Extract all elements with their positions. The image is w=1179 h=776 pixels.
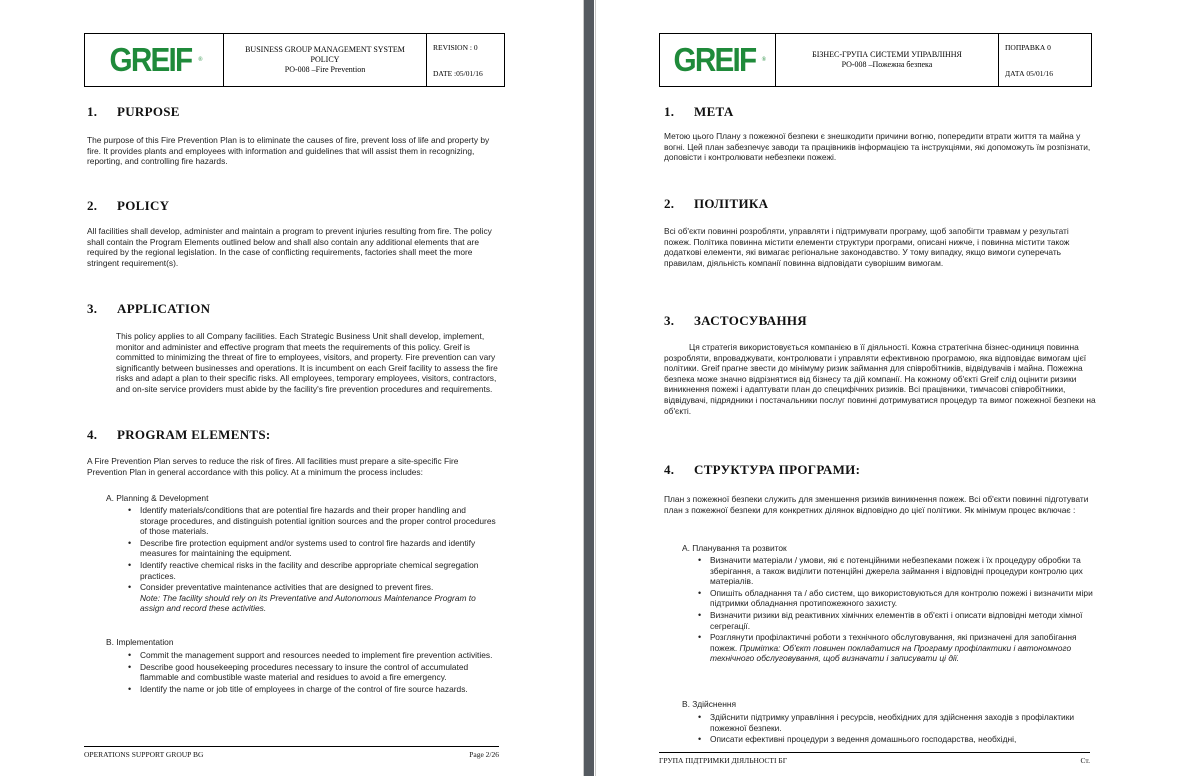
header-date: DATE :05/01/16 [433, 68, 483, 78]
document-header [659, 33, 1092, 87]
planning-note: Note: The facility should rely on its Preventative and Autonomous Maintenance Program to assign and record these activities. [140, 592, 476, 614]
footer-page-number: Ст. [1080, 756, 1090, 765]
list-item: • Describe fire protection equipment and/or systems used to control fire hazards and identify measures for maintaining the equipment. [140, 538, 496, 559]
header-title-line1: BUSINESS GROUP MANAGEMENT SYSTEM [245, 45, 405, 54]
list-item: • Описати ефективні процедури з ведення домашнього господарства, необхідні, [710, 734, 1102, 745]
footer-group: OPERATIONS SUPPORT GROUP BG [84, 750, 204, 759]
logo-wordmark: GREIF [673, 41, 756, 78]
implementation-list [710, 712, 1102, 746]
list-item: • Consider preventative maintenance activities that are designed to prevent fires. Note: The facility should rely on its Preventative and Autonomous Maintenance Program to assign and record these activities. [140, 582, 496, 614]
implementation-list [140, 650, 496, 695]
header-title-line2: POLICY [310, 55, 340, 64]
subsection-planning: A. Планування та розвиток [682, 543, 787, 553]
document-footer [659, 752, 1090, 765]
subsection-implementation: B. Implementation [106, 637, 174, 647]
policy-paragraph: All facilities shall develop, administer and maintain a program to prevent injuries resulting from fire. The policy shall contain the Program Elements outlined below and shall also contain any additional elements that are required by the regional legislation. In the case of conflicting requirements, factories shall meet the more stringent requirement(s). [87, 226, 492, 268]
list-item: • Describe good housekeeping procedures necessary to insure the control of accumulated flammable and combustible waste material and residues to avoid a fire emergency. [140, 662, 496, 683]
header-date: ДАТА 05/01/16 [1005, 68, 1054, 78]
header-title-line2: PO-008 –Пожежна безпека [841, 60, 933, 69]
program-structure-paragraph: План з пожежної безпеки служить для зменшення ризиків виникнення пожеж. Всі об'єкти повинні підготувати план з пожежної безпеки для конкретних ділянок відповідно до цієї політики. Як мінімум процес включає : [664, 494, 1089, 515]
section-title-program-structure: 4. СТРУКТУРА ПРОГРАМИ: [664, 462, 861, 477]
subsection-planning: A. Planning & Development [106, 493, 209, 503]
logo-wordmark: GREIF [109, 41, 192, 78]
header-title-line3: PO-008 –Fire Prevention [284, 65, 366, 74]
document-header [84, 33, 505, 87]
list-item: • Commit the management support and resources needed to implement fire prevention activities. [140, 650, 496, 661]
greif-logo: GREIF ® [85, 34, 224, 86]
program-elements-paragraph: A Fire Prevention Plan serves to reduce the risk of fires. All facilities must prepare a site-specific Fire Prevention Plan in general accordance with this policy. At a minimum the process includes: [87, 456, 459, 477]
list-item: • Визначити матеріали / умови, які є потенційними небезпеками пожеж і їх процедуру обробки та зберігання, а також виділити потенційні джерела займання і відповідні процедури контролю цих матеріалів. [710, 555, 1102, 587]
list-item: • Identify reactive chemical risks in the facility and describe appropriate chemical segregation practices. [140, 560, 496, 581]
header-title [224, 34, 427, 86]
planning-list [710, 555, 1102, 665]
section-title-policy: 2. ПОЛІТИКА [664, 196, 769, 211]
list-item: • Identify the name or job title of employees in charge of the control of fire source hazards. [140, 684, 496, 695]
header-revision: ПОПРАВКА 0 [1005, 42, 1051, 52]
section-title-program-elements: 4. PROGRAM ELEMENTS: [87, 427, 271, 442]
section-title-application: 3. APPLICATION [87, 301, 211, 316]
purpose-paragraph: The purpose of this Fire Prevention Plan is to eliminate the causes of fire, prevent loss of life and property by fire. It provides plants and employees with information and guidelines that will assist them in recognizing, reporting, and controlling fire hazards. [87, 135, 490, 167]
planning-list [140, 505, 496, 615]
document-footer [84, 746, 499, 759]
header-revision: REVISION : 0 [433, 42, 478, 52]
list-item: • Identify materials/conditions that are potential fire hazards and their proper handling and storage procedures, and distinguish potential ignition sources and the proper control procedures of those materials. [140, 505, 496, 537]
greif-logo: GREIF ® [660, 34, 776, 86]
section-title-policy: 2. POLICY [87, 198, 170, 213]
purpose-paragraph: Метою цього Плану з пожежної безпеки є знешкодити причини вогню, попередити втрати життя та майна у вогні. Цей план забезпечує заводи та працівників інформацією та інструкціями, які допоможуть їм розпізнати, доповісти і контролювати небезпеки пожежі. [664, 131, 1091, 163]
subsection-implementation: B. Здійснення [682, 699, 736, 709]
header-meta [427, 34, 504, 86]
footer-page-number: Page 2/26 [469, 750, 499, 759]
policy-paragraph: Всі об'єкти повинні розробляти, управляти і підтримувати програму, щоб запобігти травмам у результаті пожеж. Політика повинна містити елементи структури програми, описані нижче, і повинна містити також додаткові елементи, які вимагає регіональне законодавство. У тому випадку, якщо вимоги суперечать правилам, діяльність компанії повинна відповідати суворішим вимогам. [664, 226, 1070, 268]
section-title-application: 3. ЗАСТОСУВАННЯ [664, 313, 807, 328]
ukrainian-page [595, 0, 1179, 776]
english-page [0, 0, 584, 776]
list-item: • Опишіть обладнання та / або систем, що використовуються для контролю пожежі і визначити міри підтримки обладнання протипожежного захисту. [710, 588, 1102, 609]
header-title-line1: БІЗНЕС-ГРУПА СИСТЕМИ УПРАВЛІННЯ [812, 50, 962, 59]
list-item: • Розглянути профілактичні роботи з технічного обслуговування, які призначені для запобігання пожеж. Примітка: Об'єкт повинен покладатися на Програму профілактики і автономного технічного обслуговування, щоб визначати і записувати ці дії. [710, 632, 1102, 664]
application-paragraph: Ця стратегія використовується компанією в її діяльності. Кожна стратегічна бізнес-одиниця повинна розробляти, впроваджувати, контролювати і управляти ефективною програмою, яка відповідає вимогам цієї політики. Greif прагне звести до мінімуму ризик займання для співробітників, відвідувачів і майна. Пожежна безпека може значно відрізнятися від бізнесу та дій компанії. На кожному об'єкті Greif слід оцінити ризики виникнення пожежі і адаптувати план до специфічних ризиків. Всі працівники, тимчасові співробітники, відвідувачі, підрядники і постачальники послуг повинні дотримуватися процедур та вимог пожежної безпеки на об'єкті. [664, 342, 1096, 416]
planning-note: Примітка: Об'єкт повинен покладатися на Програму профілактики і автономного технічного обслуговування, щоб визначати і записувати ці дії. [710, 642, 1072, 664]
header-meta [999, 34, 1091, 86]
header-title [776, 34, 999, 86]
section-title-purpose: 1. PURPOSE [87, 104, 180, 119]
list-item: • Визначити ризики від реактивних хімічних елементів в об'єкті і описати відповідні методи хімної сегрегації. [710, 610, 1102, 631]
footer-group: ГРУПА ПІДТРИМКИ ДІЯЛЬНОСТІ БГ [659, 756, 788, 765]
list-item: • Здійснити підтримку управління і ресурсів, необхідних для здійснення заходів з профілактики пожежної безпеки. [710, 712, 1102, 733]
application-paragraph: This policy applies to all Company facilities. Each Strategic Business Unit shall develop, implement, monitor and administer and effective program that meets the requirements of this policy. Greif is committed to minimizing the threat of fire to employees, visitors, and property. Fire prevention can vary significantly between businesses and operations. It is incumbent on each Greif facility to assess the fire risks and adapt a plan to their specific risks. All employees, temporary employees, visitors, contractors, and on-site service providers must abide by the facility's fire prevention procedures and requirements. [116, 331, 498, 394]
section-title-purpose: 1. МЕТА [664, 104, 734, 119]
page-gutter [584, 0, 594, 776]
